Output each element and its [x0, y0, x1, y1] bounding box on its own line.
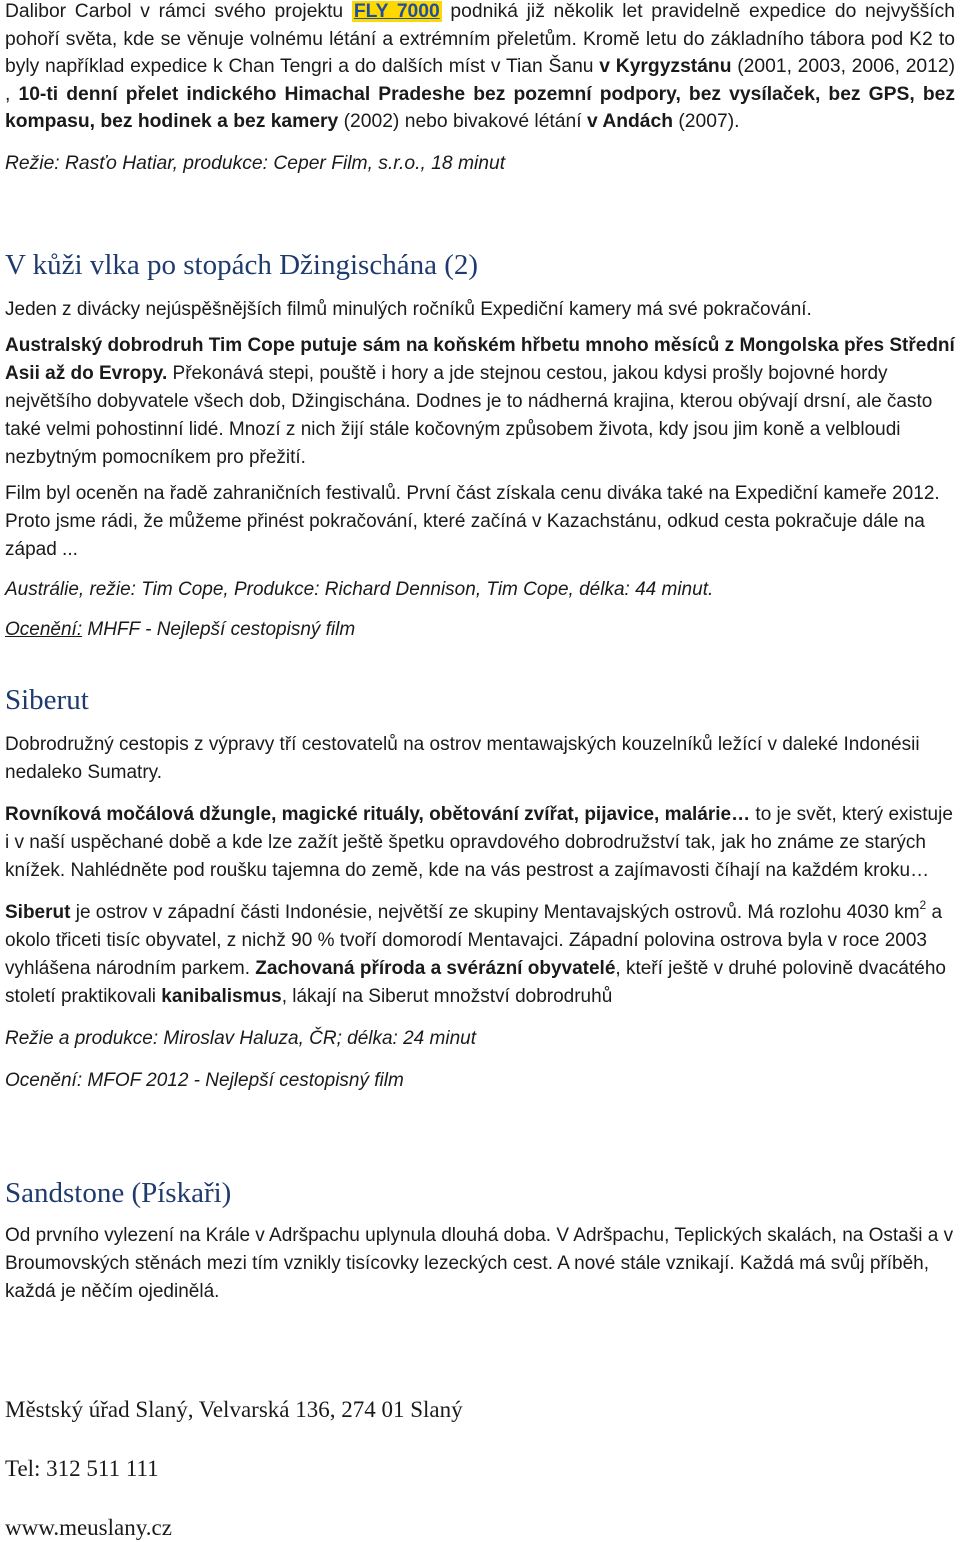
intro-text: podniká již několik let pravidelně expedice do nejvyšších pohoří světa, kde se věnuje volnému létání a extrémním přeletům. Kromě letu do základního tábora pod K2 to byly například expedice k Chan Tengri a do dalších míst v Tian Šanu [5, 1, 955, 77]
footer-address: Městský úřad Slaný, Velvarská 136, 274 01 Slaný [5, 1397, 463, 1422]
intro-text: (2001, 2003, 2006, 2012) , [5, 56, 956, 105]
film1-section [5, 296, 955, 644]
film2-facts-bold: Zachovaná příroda a svérázní obyvatelé [255, 958, 616, 979]
intro-bold: v Kyrgyzstánu [599, 56, 732, 77]
superscript: 2 [919, 898, 927, 912]
film2-facts-bold: kanibalismus [161, 986, 282, 1007]
intro-credits: Režie: Rasťo Hatiar, produkce: Ceper Film, s.r.o., 18 minut [5, 152, 506, 174]
film2-facts-text: , lákají na Siberut množství dobrodruhů [281, 986, 613, 1007]
footer-website[interactable]: www.meuslany.cz [5, 1515, 172, 1540]
intro-bold: v Andách [586, 111, 674, 132]
intro-paragraph [5, 0, 955, 136]
film1-desc-bold: Australský dobrodruh Tim Cope putuje sám na koňském hřbetu mnoho měsíců z Mongolska přes Střední Asii až do Evropy. [5, 335, 955, 384]
film1-desc-text: Překonává stepi, pouště i hory a jde stejnou cestou, jakou kdysi prošly bojovné hordy největšího dobyvatele všech dob, Džingischána. Dodnes je to nádherná krajina, kterou obývají drsní, ale často také velmi pohostinní lidé. Mnozí z nich žijí stále kočovným způsobem života, kdy jsou jim koně a velbloudi nezbytným pomocníkem pro přežití. [5, 363, 933, 468]
film2-award: Ocenění: MFOF 2012 - Nejlepší cestopisný film [5, 1070, 404, 1091]
intro-bold: 10-ti denní přelet indického Himachal Pradeshe bez pozemní podpory, bez vysílaček, bez GPS, bez kompasu, bez hodinek a bez kamery [5, 83, 955, 132]
film1-title: V kůži vlka po stopách Džingischána (2) [5, 249, 479, 281]
intro-section [5, 0, 955, 177]
film2-section [5, 731, 955, 1095]
intro-text: (2002) nebo bivakové létání [338, 111, 587, 132]
film2-description [5, 801, 955, 885]
intro-text: Dalibor Carbol v rámci svého projektu [5, 1, 352, 22]
film2-desc-text: to je svět, který existuje i v naší uspěchané době a kde lze zažít ještě špetku opravdového dobrodružství tak, jak ho známe ze starých knížek. Nahlédněte pod roušku tajemna do země, kde na vás pestrost a zajímavosti číhají na každém kroku… [5, 804, 953, 881]
intro-text: (2007). [673, 111, 740, 132]
footer-phone: Tel: 312 511 111 [5, 1456, 159, 1481]
film2-intro: Dobrodružný cestopis z výpravy tří cestovatelů na ostrov mentawajských kouzelníků ležící v daleké Indonésii nedaleko Sumatry. [5, 734, 920, 783]
film2-facts [5, 899, 955, 1011]
award-label: Ocenění: [5, 619, 83, 640]
film2-facts-bold: Siberut [5, 902, 71, 923]
film2-desc-bold: Rovníková močálová džungle, magické rituály, obětování zvířat, pijavice, malárie… [5, 804, 751, 825]
film2-facts-text: je ostrov v západní části Indonésie, největší ze skupiny Mentavajských ostrovů. Má rozlohu 4030 km [70, 902, 920, 923]
award-text: MHFF - Nejlepší cestopisný film [82, 619, 356, 640]
film3-description: Od prvního vylezení na Krále v Adršpachu uplynula dlouhá doba. V Adršpachu, Teplických skalách, na Ostaši a v Broumovských stěnách mezi tím vznikly tisícovky lezeckých cest. A nové stále vznikají. Každá má svůj příběh, každá je něčím ojedinělá. [5, 1225, 954, 1302]
film2-credits: Režie a produkce: Miroslav Haluza, ČR; délka: 24 minut [5, 1028, 476, 1049]
film2-facts-text: a okolo třiceti tisíc obyvatel, z nichž 90 % tvoří domorodí Mentavajci. Západní polovina ostrova byla v roce 2003 vyhlášena národním parkem. [5, 902, 943, 979]
film1-description [5, 332, 955, 472]
film1-awards-text: Film byl oceněn na řadě zahraničních festivalů. První část získala cenu diváka také na Expediční kameře 2012. Proto jsme rádi, že můžeme přinést pokračování, které začíná v Kazachstánu, odkud cesta pokračuje dále na západ ... [5, 483, 940, 560]
film1-award [5, 616, 955, 644]
film2-title: Siberut [5, 684, 89, 716]
film3-section [5, 1222, 955, 1306]
film1-intro: Jeden z divácky nejúspěšnějších filmů minulých ročníků Expediční kamery má své pokračování. [5, 299, 812, 320]
fly7000-link[interactable]: FLY 7000 [353, 1, 440, 22]
film1-credits: Austrálie, režie: Tim Cope, Produkce: Richard Dennison, Tim Cope, délka: 44 minut. [5, 579, 714, 600]
film2-facts-text: , kteří ještě v druhé polovině dvacátého století praktikovali [5, 958, 946, 1007]
film3-title: Sandstone (Pískaři) [5, 1177, 232, 1209]
